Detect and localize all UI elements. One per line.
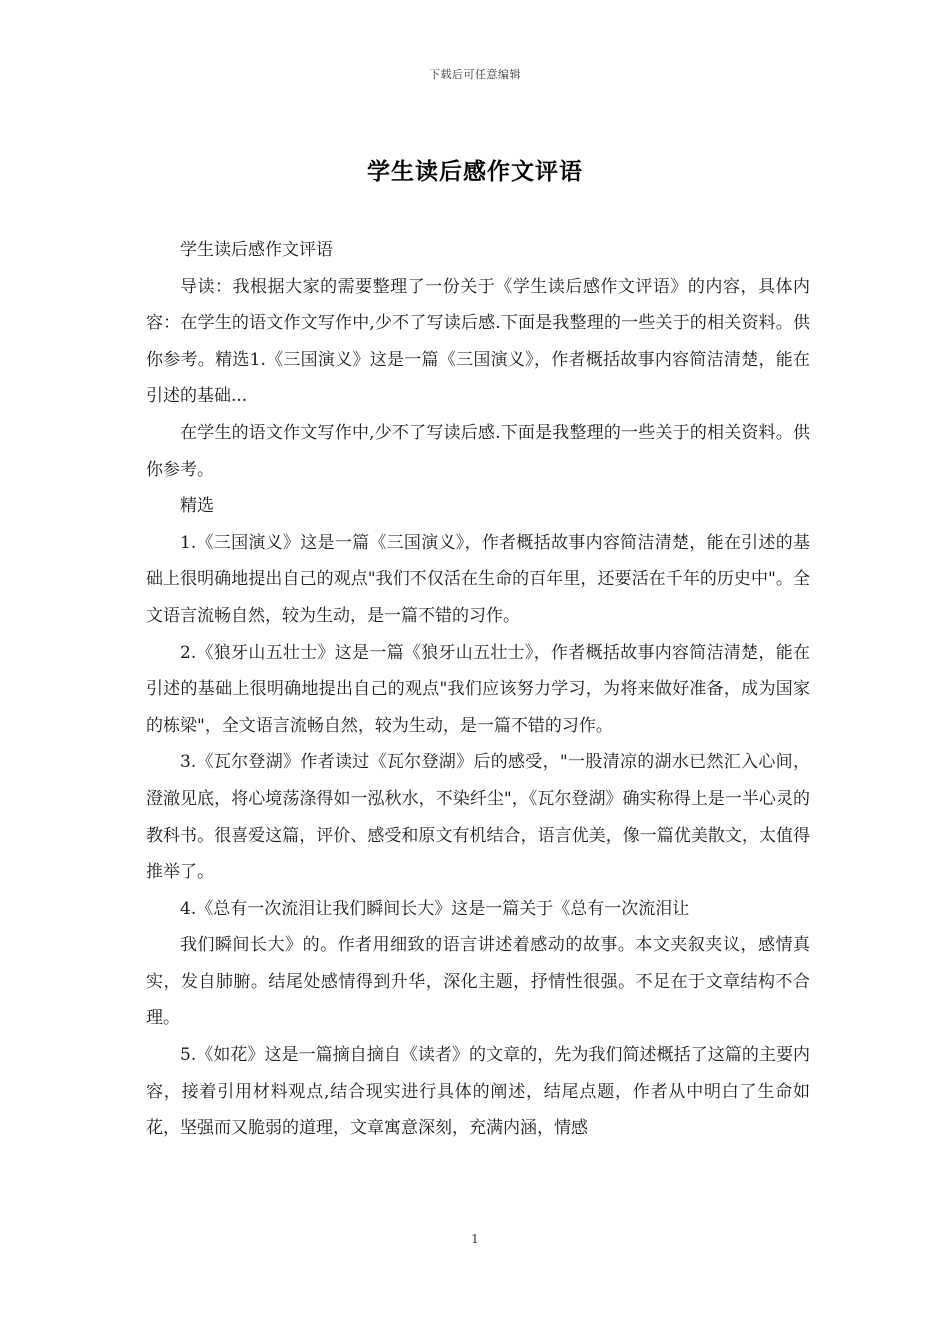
paragraph-comment-2: 2.《狼牙山五壮士》这是一篇《狼牙山五壮士》，作者概括故事内容简洁清楚，能在引述的基础上很明确地提出自己的观点"我们应该努力学习，为将来做好准备，成为国家的栋梁"，全文语言流畅自然，较为生动，是一篇不错的习作。	[146, 642, 810, 736]
page-header-note: 下载后可任意编辑	[429, 68, 521, 81]
paragraph-comment-4: 4.《总有一次流泪让我们瞬间长大》这是一篇关于《总有一次流泪让	[180, 898, 690, 919]
paragraph-comment-5: 5.《如花》这是一篇摘自摘自《读者》的文章的，先为我们简述概括了这篇的主要内容，接着引用材料观点,结合现实进行具体的阐述，结尾点题，作者从中明白了生命如花，坚强而又脆弱的道理，文章寓意深刻，充满内涵，情感	[146, 1045, 810, 1139]
document-title: 学生读后感作文评语	[367, 158, 583, 185]
document-body	[146, 232, 810, 1147]
paragraph-comment-3: 3.《瓦尔登湖》作者读过《瓦尔登湖》后的感受，"一股清凉的湖水已然汇入心间，澄澈见底，将心境荡涤得如一泓秋水，不染纤尘"，《瓦尔登湖》确实称得上是一半心灵的教科书。很喜爱这篇，评价、感受和原文有机结合，语言优美，像一篇优美散文，太值得推举了。	[146, 752, 810, 883]
paragraph-comment-1: 1.《三国演义》这是一篇《三国演义》，作者概括故事内容简洁清楚，能在引述的基础上很明确地提出自己的观点"我们不仅活在生命的百年里，还要活在千年的历史中"。全文语言流畅自然，较为生动，是一篇不错的习作。	[146, 532, 810, 626]
paragraph-comment-4-continued: 我们瞬间长大》的。作者用细致的语言讲述着感动的故事。本文夹叙夹议，感情真实，发自肺腑。结尾处感情得到升华，深化主题，抒情性很强。不足在于文章结构不合理。	[146, 935, 810, 1029]
paragraph-section-label: 精选	[180, 496, 214, 517]
paragraph-context: 在学生的语文作文写作中,少不了写读后感.下面是我整理的一些关于的相关资料。供你参考。	[146, 422, 810, 480]
paragraph-subtitle: 学生读后感作文评语	[180, 240, 333, 260]
paragraph-intro: 导读：我根据大家的需要整理了一份关于《学生读后感作文评语》的内容，具体内容：在学生的语文作文写作中,少不了写读后感.下面是我整理的一些关于的相关资料。供你参考。精选1.《三国演义》这是一篇《三国演义》，作者概括故事内容简洁清楚，能在引述的基础...	[146, 276, 810, 407]
page-number: 1	[471, 1232, 479, 1246]
